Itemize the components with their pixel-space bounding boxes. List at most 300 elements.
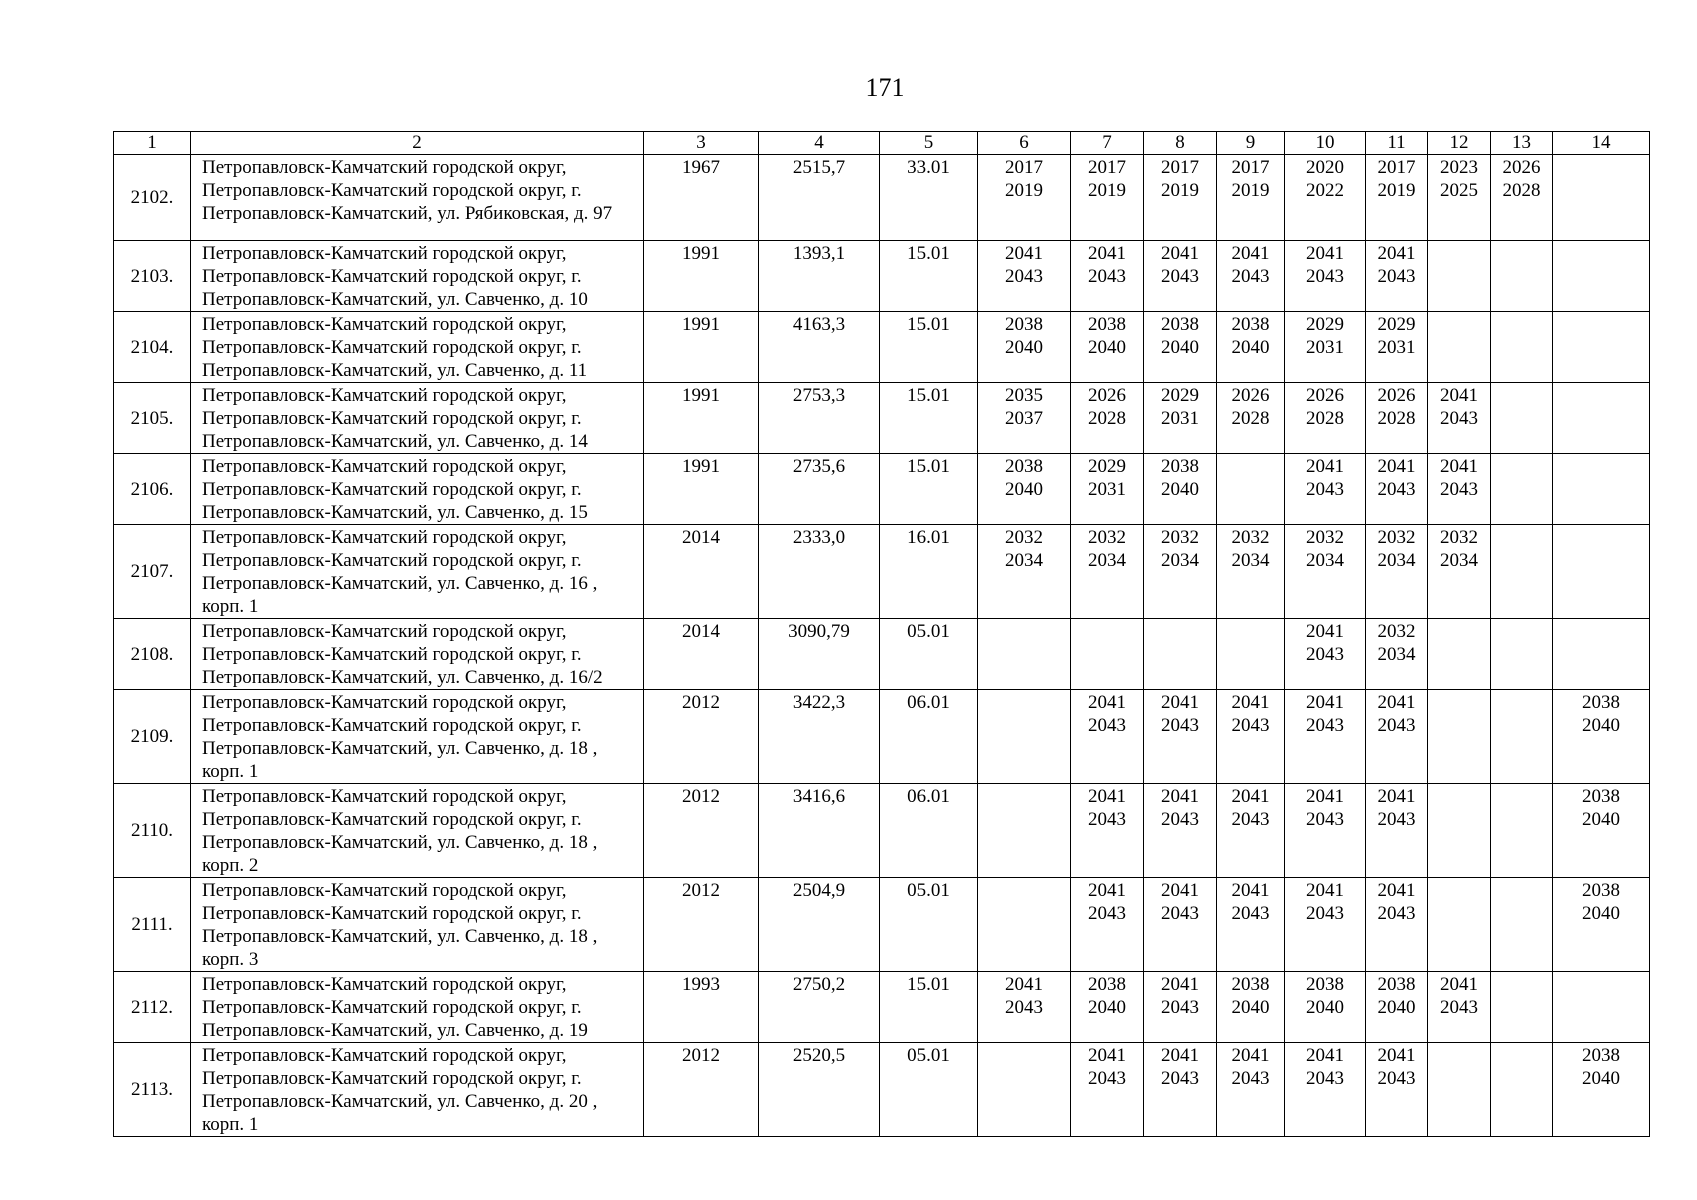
address-cell: Петропавловск-Камчатский городской округ, Петропавловск-Камчатский городской округ, г. Петропавловск-Камчатский, ул. Савченко, д. 15 [191, 454, 644, 525]
period-year: 2041 [1377, 456, 1416, 477]
period-year: 2040 [1377, 997, 1416, 1018]
period-year: 2043 [1440, 408, 1478, 429]
period-cell-col-14 [1553, 155, 1650, 241]
header-cell-col-3: 3 [644, 132, 759, 155]
period-cell-col-12 [1428, 383, 1491, 454]
period-year: 2043 [1231, 266, 1270, 287]
period-year: 2038 [1582, 880, 1620, 901]
period-year: 2040 [1231, 337, 1270, 358]
period-cell-col-8 [1144, 619, 1217, 690]
period-year: 2041 [1306, 692, 1344, 713]
table-row [114, 454, 1650, 525]
period-year: 2029 [1377, 314, 1416, 335]
period-year: 2026 [1502, 157, 1541, 178]
period-year: 2029 [1088, 456, 1126, 477]
period-cell-col-9 [1217, 972, 1285, 1043]
period-year: 2040 [1582, 903, 1620, 924]
period-cell-col-8 [1144, 972, 1217, 1043]
period-year: 2043 [1161, 903, 1199, 924]
period-cell-col-14 [1553, 241, 1650, 312]
period-cell-col-10 [1285, 972, 1366, 1043]
period-year: 2043 [1161, 809, 1199, 830]
period-cell-col-14 [1553, 878, 1650, 972]
table-row [114, 383, 1650, 454]
period-cell-col-14 [1553, 972, 1650, 1043]
period-cell-col-13 [1491, 690, 1553, 784]
period-cell-col-11 [1366, 878, 1428, 972]
table-row [114, 972, 1650, 1043]
period-year: 2041 [1306, 621, 1344, 642]
period-cell-col-13 [1491, 525, 1553, 619]
period-cell-col-9 [1217, 383, 1285, 454]
period-cell-col-14 [1553, 619, 1650, 690]
period-year: 2041 [1088, 880, 1126, 901]
area-cell: 2515,7 [759, 155, 880, 241]
header-cell-col-12: 12 [1428, 132, 1491, 155]
period-cell-col-12 [1428, 155, 1491, 241]
period-cell-col-11 [1366, 454, 1428, 525]
period-year: 2038 [1582, 692, 1620, 713]
period-year: 2041 [1306, 243, 1344, 264]
period-cell-col-13 [1491, 383, 1553, 454]
period-year: 2032 [1088, 527, 1126, 548]
period-year: 2041 [1161, 1045, 1199, 1066]
period-year: 2043 [1377, 809, 1416, 830]
period-cell-col-14 [1553, 383, 1650, 454]
area-cell: 1393,1 [759, 241, 880, 312]
period-cell-col-11 [1366, 241, 1428, 312]
code-cell: 33.01 [880, 155, 978, 241]
period-cell-col-6 [978, 383, 1071, 454]
period-year: 2019 [1231, 180, 1270, 201]
address-cell: Петропавловск-Камчатский городской округ, Петропавловск-Камчатский городской округ, г. Петропавловск-Камчатский, ул. Савченко, д. 16 , корп. 1 [191, 525, 644, 619]
period-year: 2041 [1306, 456, 1344, 477]
row-number-cell: 2105. [114, 383, 191, 454]
code-cell: 15.01 [880, 383, 978, 454]
row-number-cell: 2103. [114, 241, 191, 312]
period-year: 2034 [1088, 550, 1126, 571]
period-cell-col-10 [1285, 312, 1366, 383]
period-year: 2043 [1306, 266, 1344, 287]
period-cell-col-11 [1366, 972, 1428, 1043]
period-year: 2026 [1088, 385, 1126, 406]
build-year-cell: 2012 [644, 690, 759, 784]
period-year: 2041 [1306, 786, 1344, 807]
period-cell-col-12 [1428, 525, 1491, 619]
period-year: 2041 [1161, 880, 1199, 901]
table-body [114, 132, 1650, 1137]
period-cell-col-12 [1428, 312, 1491, 383]
address-cell: Петропавловск-Камчатский городской округ, Петропавловск-Камчатский городской округ, г. Петропавловск-Камчатский, ул. Савченко, д. 18 , корп. 2 [191, 784, 644, 878]
period-cell-col-12 [1428, 878, 1491, 972]
period-year: 2043 [1306, 1068, 1344, 1089]
period-year: 2041 [1377, 1045, 1416, 1066]
period-cell-col-14 [1553, 1043, 1650, 1137]
header-cell-col-8: 8 [1144, 132, 1217, 155]
area-cell: 2750,2 [759, 972, 880, 1043]
period-year: 2038 [1231, 314, 1270, 335]
build-year-cell: 2012 [644, 784, 759, 878]
period-year: 2040 [1005, 479, 1043, 500]
period-year: 2043 [1306, 715, 1344, 736]
period-cell-col-7 [1071, 525, 1144, 619]
build-year-cell: 2012 [644, 878, 759, 972]
period-year: 2041 [1161, 243, 1199, 264]
period-year: 2038 [1088, 314, 1126, 335]
period-year: 2038 [1377, 974, 1416, 995]
period-cell-col-12 [1428, 972, 1491, 1043]
period-cell-col-8 [1144, 241, 1217, 312]
period-cell-col-12 [1428, 784, 1491, 878]
period-year: 2043 [1377, 903, 1416, 924]
period-cell-col-8 [1144, 1043, 1217, 1137]
period-year: 2043 [1306, 644, 1344, 665]
area-cell: 2333,0 [759, 525, 880, 619]
period-cell-col-7 [1071, 383, 1144, 454]
period-cell-col-10 [1285, 525, 1366, 619]
period-year: 2031 [1306, 337, 1344, 358]
row-number-cell: 2112. [114, 972, 191, 1043]
period-year: 2038 [1161, 456, 1199, 477]
code-cell: 15.01 [880, 241, 978, 312]
table-row [114, 784, 1650, 878]
period-year: 2017 [1377, 157, 1416, 178]
period-year: 2032 [1161, 527, 1199, 548]
header-cell-col-7: 7 [1071, 132, 1144, 155]
period-cell-col-6 [978, 619, 1071, 690]
period-cell-col-9 [1217, 878, 1285, 972]
period-year: 2029 [1161, 385, 1199, 406]
row-number-cell: 2113. [114, 1043, 191, 1137]
period-year: 2032 [1377, 621, 1416, 642]
period-year: 2026 [1231, 385, 1270, 406]
period-year: 2043 [1377, 1068, 1416, 1089]
period-year: 2041 [1377, 243, 1416, 264]
period-cell-col-7 [1071, 1043, 1144, 1137]
period-cell-col-10 [1285, 383, 1366, 454]
period-cell-col-9 [1217, 690, 1285, 784]
header-cell-col-13: 13 [1491, 132, 1553, 155]
period-year: 2019 [1161, 180, 1199, 201]
period-year: 2019 [1377, 180, 1416, 201]
period-cell-col-6 [978, 1043, 1071, 1137]
period-year: 2041 [1088, 243, 1126, 264]
period-year: 2043 [1231, 1068, 1270, 1089]
period-cell-col-11 [1366, 784, 1428, 878]
period-year: 2041 [1161, 974, 1199, 995]
period-cell-col-12 [1428, 619, 1491, 690]
period-cell-col-7 [1071, 312, 1144, 383]
header-row [114, 132, 1650, 155]
area-cell: 3416,6 [759, 784, 880, 878]
period-year: 2043 [1161, 1068, 1199, 1089]
period-cell-col-6 [978, 878, 1071, 972]
period-year: 2028 [1231, 408, 1270, 429]
period-cell-col-6 [978, 241, 1071, 312]
period-year: 2017 [1005, 157, 1043, 178]
build-year-cell: 1993 [644, 972, 759, 1043]
build-year-cell: 1991 [644, 383, 759, 454]
period-cell-col-7 [1071, 155, 1144, 241]
period-cell-col-13 [1491, 241, 1553, 312]
period-year: 2034 [1377, 550, 1416, 571]
period-cell-col-6 [978, 972, 1071, 1043]
period-year: 2041 [1231, 880, 1270, 901]
period-year: 2022 [1306, 180, 1344, 201]
header-cell-col-9: 9 [1217, 132, 1285, 155]
period-cell-col-6 [978, 690, 1071, 784]
period-year: 2040 [1582, 715, 1620, 736]
period-year: 2026 [1377, 385, 1416, 406]
address-cell: Петропавловск-Камчатский городской округ, Петропавловск-Камчатский городской округ, г. Петропавловск-Камчатский, ул. Савченко, д. 10 [191, 241, 644, 312]
build-year-cell: 2012 [644, 1043, 759, 1137]
area-cell: 4163,3 [759, 312, 880, 383]
period-year: 2043 [1088, 266, 1126, 287]
build-year-cell: 1991 [644, 241, 759, 312]
period-year: 2038 [1088, 974, 1126, 995]
period-cell-col-11 [1366, 312, 1428, 383]
period-cell-col-6 [978, 155, 1071, 241]
period-year: 2040 [1161, 337, 1199, 358]
period-year: 2040 [1231, 997, 1270, 1018]
period-year: 2040 [1005, 337, 1043, 358]
area-cell: 2504,9 [759, 878, 880, 972]
period-year: 2038 [1005, 456, 1043, 477]
area-cell: 3090,79 [759, 619, 880, 690]
period-cell-col-13 [1491, 155, 1553, 241]
period-year: 2043 [1440, 479, 1478, 500]
period-cell-col-10 [1285, 878, 1366, 972]
period-year: 2029 [1306, 314, 1344, 335]
period-cell-col-9 [1217, 619, 1285, 690]
table-row [114, 525, 1650, 619]
period-year: 2041 [1231, 786, 1270, 807]
period-cell-col-6 [978, 525, 1071, 619]
build-year-cell: 1991 [644, 454, 759, 525]
area-cell: 3422,3 [759, 690, 880, 784]
period-year: 2043 [1377, 715, 1416, 736]
build-year-cell: 1967 [644, 155, 759, 241]
period-cell-col-10 [1285, 454, 1366, 525]
period-year: 2041 [1440, 456, 1478, 477]
period-year: 2041 [1440, 974, 1478, 995]
period-cell-col-9 [1217, 525, 1285, 619]
address-cell: Петропавловск-Камчатский городской округ, Петропавловск-Камчатский городской округ, г. Петропавловск-Камчатский, ул. Савченко, д. 19 [191, 972, 644, 1043]
address-cell: Петропавловск-Камчатский городской округ, Петропавловск-Камчатский городской округ, г. Петропавловск-Камчатский, ул. Савченко, д. 18 , корп. 1 [191, 690, 644, 784]
period-year: 2020 [1306, 157, 1344, 178]
period-year: 2041 [1005, 243, 1043, 264]
table-row [114, 1043, 1650, 1137]
period-cell-col-10 [1285, 784, 1366, 878]
area-cell: 2520,5 [759, 1043, 880, 1137]
code-cell: 05.01 [880, 1043, 978, 1137]
period-year: 2043 [1088, 903, 1126, 924]
period-cell-col-9 [1217, 1043, 1285, 1137]
code-cell: 05.01 [880, 878, 978, 972]
address-cell: Петропавловск-Камчатский городской округ, Петропавловск-Камчатский городской округ, г. Петропавловск-Камчатский, ул. Савченко, д. 11 [191, 312, 644, 383]
period-cell-col-12 [1428, 690, 1491, 784]
period-cell-col-10 [1285, 155, 1366, 241]
period-year: 2043 [1005, 997, 1043, 1018]
period-year: 2041 [1306, 880, 1344, 901]
period-cell-col-7 [1071, 784, 1144, 878]
period-year: 2028 [1088, 408, 1126, 429]
period-year: 2041 [1231, 692, 1270, 713]
period-year: 2017 [1161, 157, 1199, 178]
period-year: 2023 [1440, 157, 1478, 178]
period-cell-col-6 [978, 784, 1071, 878]
header-cell-col-6: 6 [978, 132, 1071, 155]
period-year: 2040 [1582, 809, 1620, 830]
row-number-cell: 2104. [114, 312, 191, 383]
header-cell-col-2: 2 [191, 132, 644, 155]
period-cell-col-8 [1144, 383, 1217, 454]
period-cell-col-13 [1491, 972, 1553, 1043]
period-cell-col-12 [1428, 241, 1491, 312]
period-year: 2028 [1306, 408, 1344, 429]
period-year: 2035 [1005, 385, 1043, 406]
period-cell-col-12 [1428, 1043, 1491, 1137]
period-year: 2043 [1231, 715, 1270, 736]
period-year: 2041 [1161, 786, 1199, 807]
row-number-cell: 2108. [114, 619, 191, 690]
code-cell: 06.01 [880, 690, 978, 784]
period-cell-col-11 [1366, 155, 1428, 241]
period-cell-col-8 [1144, 784, 1217, 878]
row-number-cell: 2110. [114, 784, 191, 878]
period-cell-col-6 [978, 312, 1071, 383]
period-year: 2041 [1088, 786, 1126, 807]
period-year: 2026 [1306, 385, 1344, 406]
code-cell: 05.01 [880, 619, 978, 690]
period-year: 2043 [1161, 997, 1199, 1018]
period-year: 2032 [1440, 527, 1478, 548]
period-year: 2043 [1088, 809, 1126, 830]
period-year: 2041 [1377, 786, 1416, 807]
period-year: 2043 [1088, 1068, 1126, 1089]
period-cell-col-8 [1144, 312, 1217, 383]
period-year: 2041 [1377, 880, 1416, 901]
period-year: 2038 [1306, 974, 1344, 995]
period-cell-col-9 [1217, 155, 1285, 241]
period-year: 2038 [1582, 1045, 1620, 1066]
table-row [114, 878, 1650, 972]
period-cell-col-7 [1071, 972, 1144, 1043]
area-cell: 2735,6 [759, 454, 880, 525]
period-cell-col-7 [1071, 619, 1144, 690]
header-cell-col-1: 1 [114, 132, 191, 155]
row-number-cell: 2106. [114, 454, 191, 525]
period-year: 2038 [1231, 974, 1270, 995]
code-cell: 15.01 [880, 972, 978, 1043]
period-year: 2032 [1005, 527, 1043, 548]
period-cell-col-7 [1071, 241, 1144, 312]
period-cell-col-13 [1491, 878, 1553, 972]
build-year-cell: 2014 [644, 525, 759, 619]
period-cell-col-14 [1553, 525, 1650, 619]
period-cell-col-14 [1553, 784, 1650, 878]
address-cell: Петропавловск-Камчатский городской округ, Петропавловск-Камчатский городской округ, г. Петропавловск-Камчатский, ул. Рябиковская, д. 97 [191, 155, 644, 241]
code-cell: 15.01 [880, 312, 978, 383]
header-cell-col-14: 14 [1553, 132, 1650, 155]
period-cell-col-7 [1071, 878, 1144, 972]
period-cell-col-14 [1553, 312, 1650, 383]
period-year: 2043 [1005, 266, 1043, 287]
period-cell-col-9 [1217, 784, 1285, 878]
page-number: 171 [865, 73, 905, 102]
period-year: 2040 [1088, 337, 1126, 358]
period-year: 2041 [1088, 1045, 1126, 1066]
code-cell: 16.01 [880, 525, 978, 619]
build-year-cell: 1991 [644, 312, 759, 383]
period-year: 2040 [1306, 997, 1344, 1018]
period-year: 2041 [1377, 692, 1416, 713]
period-year: 2043 [1161, 266, 1199, 287]
period-cell-col-12 [1428, 454, 1491, 525]
period-year: 2043 [1231, 903, 1270, 924]
period-cell-col-8 [1144, 525, 1217, 619]
header-cell-col-5: 5 [880, 132, 978, 155]
header-cell-col-10: 10 [1285, 132, 1366, 155]
period-year: 2038 [1005, 314, 1043, 335]
period-year: 2041 [1088, 692, 1126, 713]
period-year: 2031 [1088, 479, 1126, 500]
period-cell-col-8 [1144, 690, 1217, 784]
period-cell-col-11 [1366, 690, 1428, 784]
table-row [114, 312, 1650, 383]
period-year: 2034 [1306, 550, 1344, 571]
header-cell-col-4: 4 [759, 132, 880, 155]
area-cell: 2753,3 [759, 383, 880, 454]
period-year: 2032 [1306, 527, 1344, 548]
period-cell-col-9 [1217, 454, 1285, 525]
period-cell-col-10 [1285, 690, 1366, 784]
table-row [114, 155, 1650, 241]
period-cell-col-9 [1217, 312, 1285, 383]
period-year: 2019 [1088, 180, 1126, 201]
row-number-cell: 2107. [114, 525, 191, 619]
period-year: 2040 [1582, 1068, 1620, 1089]
period-year: 2040 [1161, 479, 1199, 500]
period-year: 2038 [1582, 786, 1620, 807]
period-year: 2028 [1502, 180, 1541, 201]
address-cell: Петропавловск-Камчатский городской округ, Петропавловск-Камчатский городской округ, г. Петропавловск-Камчатский, ул. Савченко, д. 14 [191, 383, 644, 454]
build-year-cell: 2014 [644, 619, 759, 690]
period-year: 2032 [1377, 527, 1416, 548]
address-cell: Петропавловск-Камчатский городской округ, Петропавловск-Камчатский городской округ, г. Петропавловск-Камчатский, ул. Савченко, д. 20 , корп. 1 [191, 1043, 644, 1137]
table-row [114, 690, 1650, 784]
buildings-table [113, 131, 1650, 1137]
period-year: 2043 [1440, 997, 1478, 1018]
period-year: 2043 [1306, 903, 1344, 924]
period-year: 2041 [1161, 692, 1199, 713]
period-cell-col-10 [1285, 619, 1366, 690]
row-number-cell: 2102. [114, 155, 191, 241]
period-year: 2040 [1088, 997, 1126, 1018]
period-year: 2017 [1231, 157, 1270, 178]
code-cell: 06.01 [880, 784, 978, 878]
address-cell: Петропавловск-Камчатский городской округ, Петропавловск-Камчатский городской округ, г. Петропавловск-Камчатский, ул. Савченко, д. 18 , корп. 3 [191, 878, 644, 972]
period-year: 2043 [1306, 809, 1344, 830]
period-cell-col-13 [1491, 1043, 1553, 1137]
period-year: 2041 [1306, 1045, 1344, 1066]
period-cell-col-13 [1491, 784, 1553, 878]
period-cell-col-11 [1366, 383, 1428, 454]
period-year: 2041 [1231, 243, 1270, 264]
period-year: 2025 [1440, 180, 1478, 201]
period-year: 2043 [1377, 479, 1416, 500]
period-year: 2034 [1231, 550, 1270, 571]
